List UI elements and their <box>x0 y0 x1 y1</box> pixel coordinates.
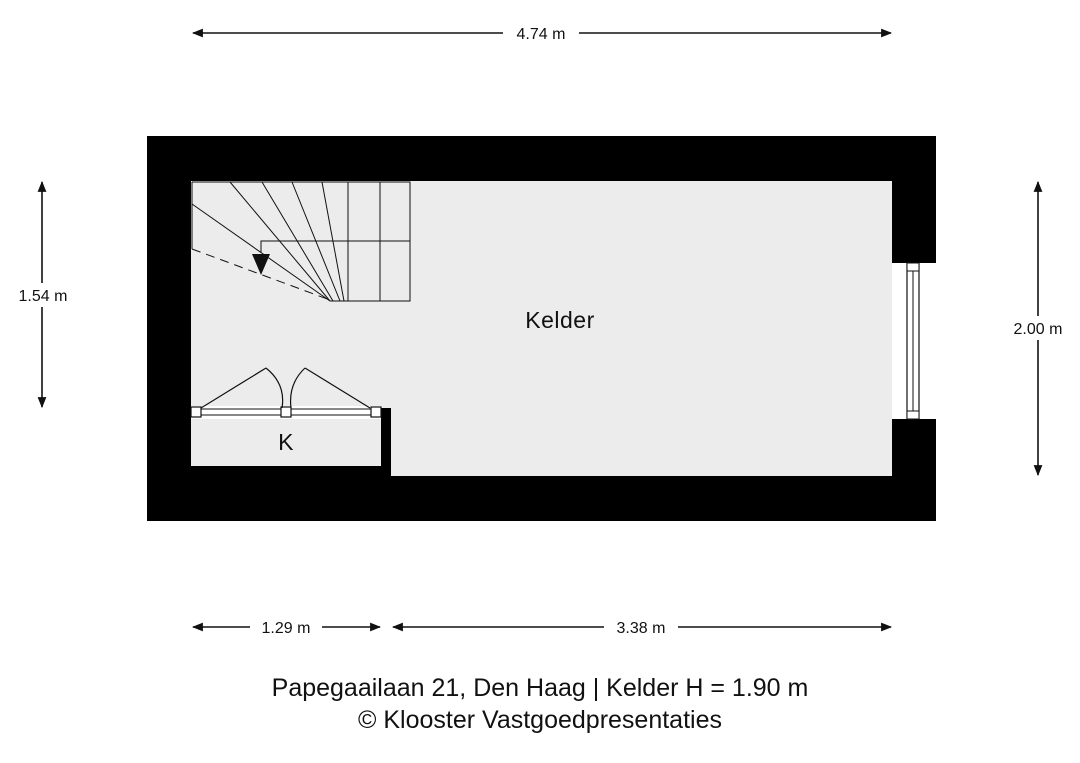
dim-label-bottom-right: 3.38 m <box>616 620 666 637</box>
room-label-kelder: Kelder <box>525 307 595 333</box>
caption-address: Papegaailaan 21, Den Haag | Kelder H = 1.90 m <box>271 674 809 702</box>
window-sill-bottom <box>907 411 919 419</box>
closet-post-right <box>371 407 381 417</box>
room-label-closet: K <box>278 429 294 455</box>
caption-copyright: © Klooster Vastgoedpresentaties <box>357 706 722 734</box>
dim-label-top: 4.74 m <box>516 26 566 43</box>
closet-post-middle <box>281 407 291 417</box>
dim-label-left: 1.54 m <box>18 288 68 305</box>
window-sill-top <box>907 263 919 271</box>
dim-label-right: 2.00 m <box>1013 321 1063 338</box>
dim-label-bottom-left: 1.29 m <box>261 620 311 637</box>
closet-post-left <box>191 407 201 417</box>
